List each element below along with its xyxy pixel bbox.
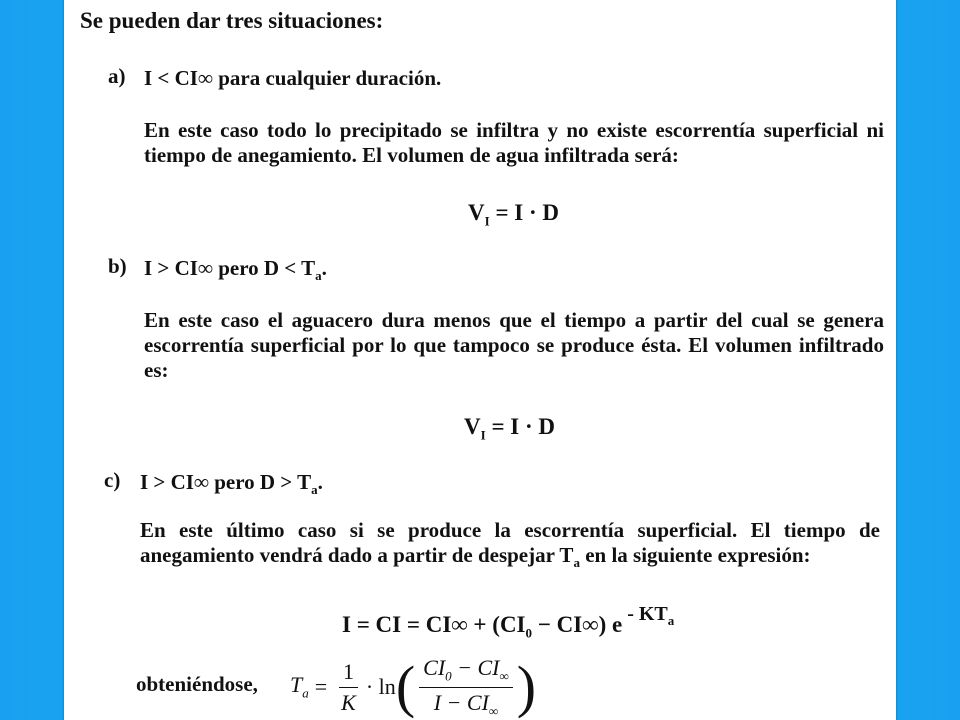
- eq-b-sub: I: [480, 427, 486, 443]
- case-b-cond-sub: a: [315, 268, 322, 284]
- case-b-cond-end: .: [321, 256, 327, 280]
- eq-a-lhs: V: [468, 200, 485, 225]
- case-a-condition: I < CI∞ para cualquier duración.: [144, 66, 442, 90]
- dot-ln: · ln: [365, 674, 396, 699]
- case-c-cond-end: .: [317, 470, 323, 494]
- case-c-condition: [140, 470, 323, 498]
- eq-c-exp-sub: a: [667, 613, 675, 628]
- case-c-cond-main: I > CI∞ pero D > T: [140, 470, 312, 494]
- case-c-text: [140, 518, 880, 575]
- case-c-text-sub: a: [573, 555, 580, 571]
- eq-a-rhs: = I · D: [495, 200, 560, 225]
- eq-a-sub: I: [484, 213, 490, 229]
- eq-c-sub0: 0: [525, 625, 533, 641]
- case-c-cond-sub: a: [311, 482, 318, 498]
- eq-b-lhs: V: [464, 414, 481, 439]
- eq-b-rhs: = I · D: [491, 414, 556, 439]
- case-a-text: En este caso todo lo precipitado se infiltra y no existe escorrentía superficial ni tiempo de anegamiento. El volumen de agua infiltrada será:: [144, 118, 884, 167]
- conclusion-formula: [290, 654, 536, 720]
- eq-c-exp: - KT: [622, 603, 668, 625]
- case-b-condition: [144, 256, 327, 284]
- case-a-equation: [468, 200, 559, 230]
- case-c-equation: [342, 603, 675, 642]
- fraction-ci: $\frac{CI_0 - CI_\infty}{I - CI_\infty}$: [419, 655, 513, 719]
- eq-c-main: I = CI = CI∞ + (CI: [342, 612, 526, 637]
- case-b-cond-main: I > CI∞ pero D < T: [144, 256, 316, 280]
- case-b-letter: b): [108, 254, 127, 278]
- ta-lhs: $T_a$: [290, 672, 309, 701]
- document-page: [64, 0, 896, 720]
- case-b-equation: [464, 414, 555, 444]
- right-paren: ): [516, 654, 537, 719]
- eq-c-mid: − CI∞) e: [532, 612, 623, 637]
- case-a-letter: a): [108, 64, 126, 88]
- case-c-letter: c): [104, 468, 121, 492]
- case-c-text-2: en la siguiente expresión:: [579, 543, 811, 567]
- eq-sign: =: [314, 674, 328, 699]
- left-paren: (: [395, 654, 416, 719]
- case-c-text-1: En este último caso si se produce la escorrentía superficial. El tiempo de anegamiento vendrá dado a partir de despejar T: [140, 518, 880, 567]
- conclusion-word: obteniéndose,: [136, 672, 258, 696]
- fraction-one-over-k: $\frac{1}{K}$: [337, 659, 360, 716]
- heading: Se pueden dar tres situaciones:: [80, 8, 384, 33]
- case-b-text: En este caso el aguacero dura menos que el tiempo a partir del cual se genera escorrentía superficial por lo que tampoco se produce ésta. El volumen infiltrado es:: [144, 308, 884, 382]
